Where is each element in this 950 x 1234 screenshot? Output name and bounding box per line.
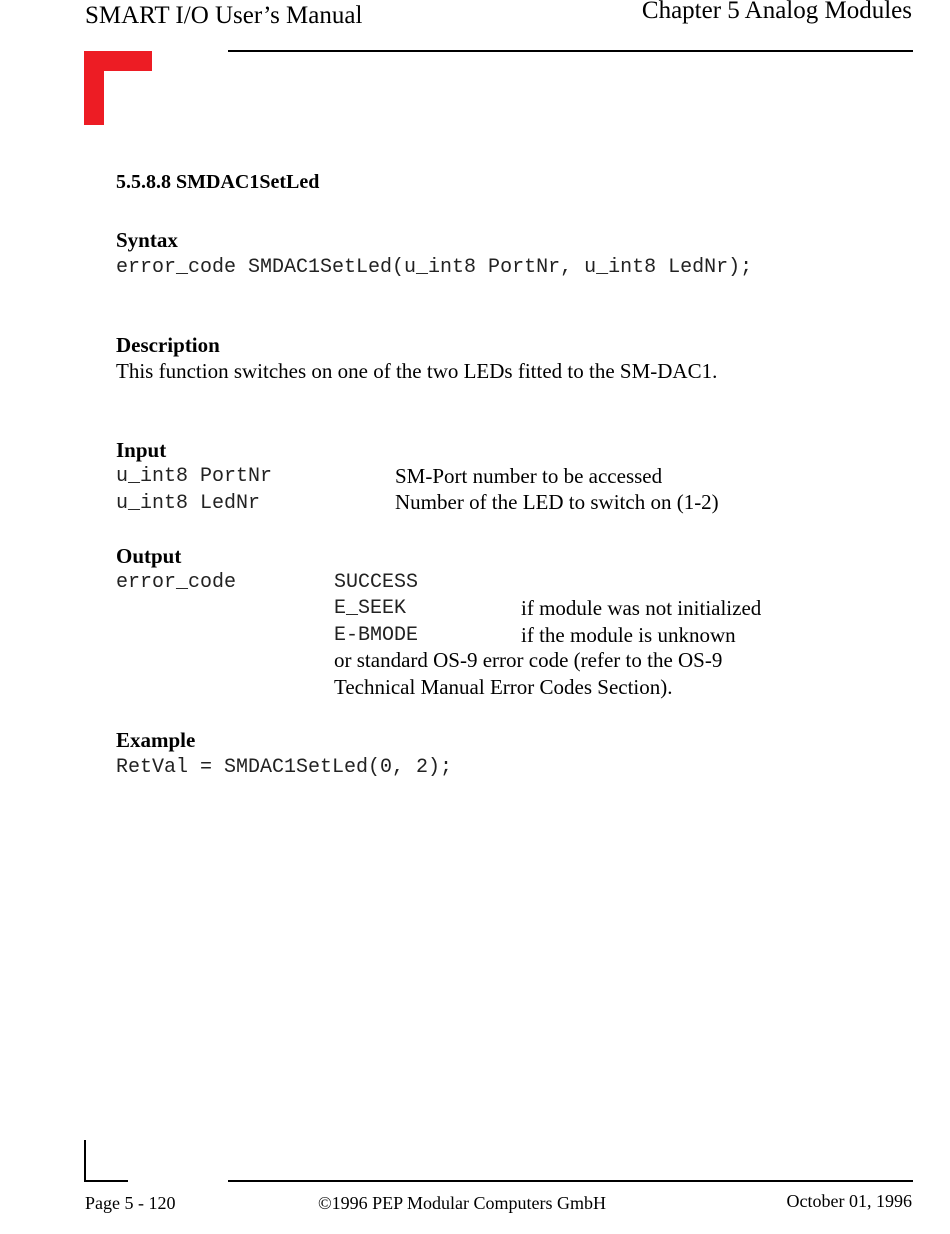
output-note-line: or standard OS-9 error code (refer to the OS-9: [334, 648, 723, 672]
page-number: Page 5 - 120: [85, 1193, 176, 1213]
input-heading: Input: [116, 438, 167, 462]
input-param-name: u_int8 PortNr: [116, 465, 273, 488]
output-code: E_SEEK: [334, 597, 407, 620]
section-heading: 5.5.8.8 SMDAC1SetLed: [116, 171, 320, 193]
publish-date: October 01, 1996: [786, 1191, 912, 1211]
output-code-desc: if the module is unknown: [521, 623, 736, 647]
output-heading: Output: [116, 544, 182, 568]
chapter-title: Chapter 5 Analog Modules: [641, 0, 912, 24]
input-param-desc: Number of the LED to switch on (1-2): [395, 490, 719, 514]
footer-rule: [228, 1180, 913, 1182]
manual-title: SMART I/O User’s Manual: [85, 2, 363, 29]
header-rule: [228, 50, 913, 52]
output-type: error_code: [116, 571, 237, 594]
output-code: E-BMODE: [334, 624, 419, 647]
syntax-code: error_code SMDAC1SetLed(u_int8 PortNr, u_int8 LedNr);: [116, 256, 753, 279]
output-code-desc: if module was not initialized: [521, 596, 762, 620]
output-note-line: Technical Manual Error Codes Section).: [334, 675, 673, 699]
input-param-name: u_int8 LedNr: [116, 492, 261, 515]
copyright: ©1996 PEP Modular Computers GmbH: [318, 1193, 607, 1213]
description-text: This function switches on one of the two LEDs fitted to the SM-DAC1.: [116, 359, 718, 383]
example-code: RetVal = SMDAC1SetLed(0, 2);: [116, 756, 453, 779]
description-heading: Description: [116, 333, 220, 357]
syntax-heading: Syntax: [116, 228, 178, 252]
output-code: SUCCESS: [334, 571, 419, 594]
input-param-desc: SM-Port number to be accessed: [395, 464, 663, 488]
example-heading: Example: [116, 728, 196, 752]
